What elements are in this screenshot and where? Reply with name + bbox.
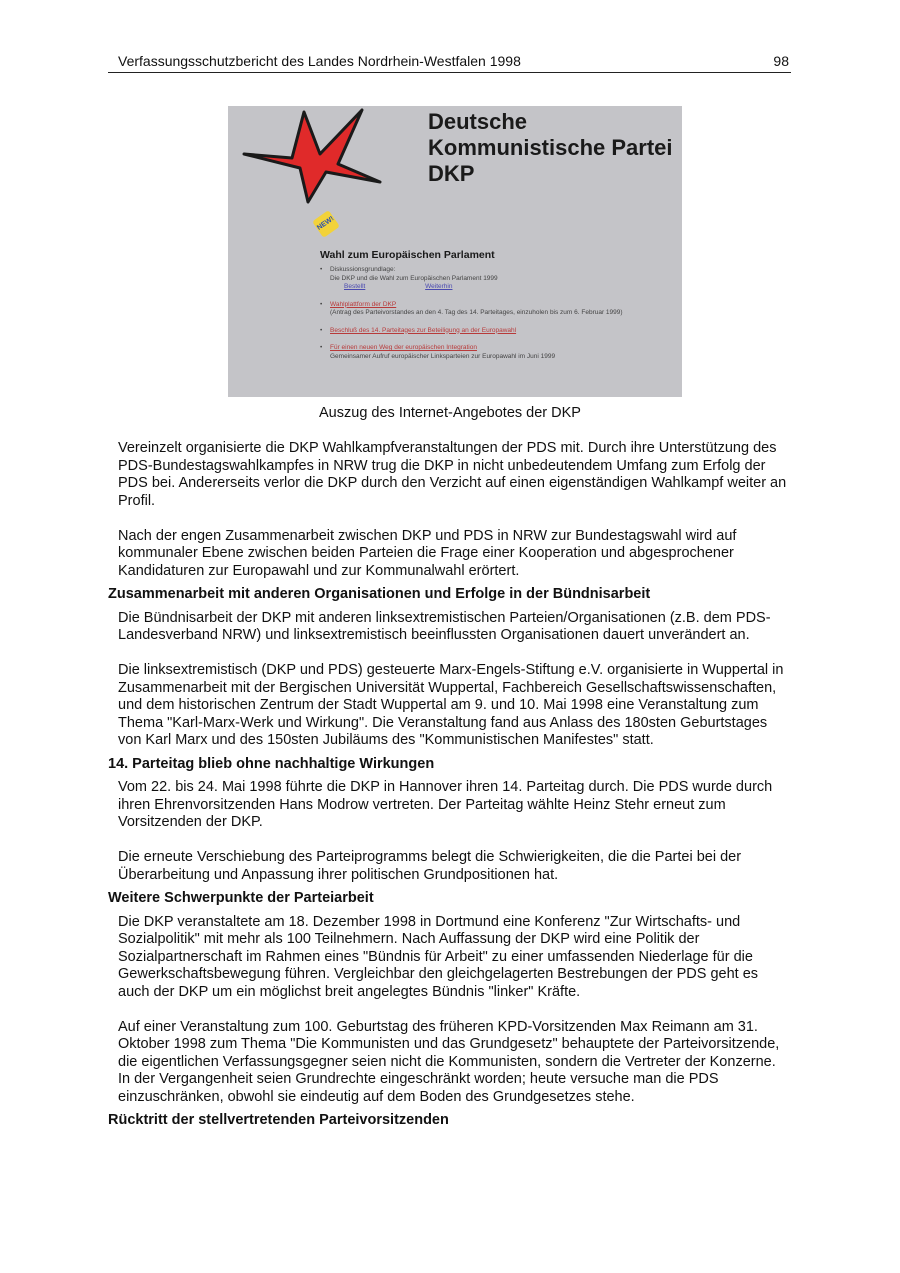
- body-text: [108, 440, 788, 1136]
- item-link[interactable]: • Beschluß des 14. Parteitages zur Beteiligung an der Europawahl: [330, 326, 517, 334]
- figure-caption: Auszug des Internet-Angebotes der DKP: [319, 405, 581, 421]
- paragraph: Die DKP veranstaltete am 18. Dezember 1998 in Dortmund eine Konferenz "Zur Wirtschafts- und Sozialpolitik" mit mehr als 100 Teilnehmern. Nach Auffassung der DKP wird eine Politik der Sozialpartnerschaft im Rahmen eines "Bündnis für Arbeit" zu einer umfassenden Niederlage für die Gewerkschaftsbewegung führen. Vergleichbar den gleichgelagerten Bestrebungen der PDS geht es auch der DKP um ein möglichst breit angelegtes Bündnis "linker" Kräfte.: [118, 913, 759, 1000]
- paragraph: Vereinzelt organisierte die DKP Wahlkampfveranstaltungen der PDS mit. Durch ihre Unterstützung des PDS-Bundestagswahlkampfes in NRW trug die DKP in nicht unbedeutendem Umfang zum Erfolg der PDS bei. Andererseits verlor die DKP durch den Verzicht auf einen eigenständigen Wahlkampf weiter an Profil.: [118, 440, 787, 509]
- list-item: [320, 344, 670, 361]
- list-item: [320, 266, 670, 292]
- item-link[interactable]: Weiterhin: [425, 283, 453, 290]
- item-link[interactable]: • Für einen neuen Weg der europäischen Integration: [330, 344, 477, 351]
- header-title: Verfassungsschutzbericht des Landes Nordrhein-Westfalen 1998: [118, 53, 521, 69]
- paragraph: Auf einer Veranstaltung zum 100. Geburtstag des früheren KPD-Vorsitzenden Max Reimann am 31. Oktober 1998 zum Thema "Die Kommunisten und das Grundgesetz" behauptete der Parteivorsitzende, die eigentlichen Verfassungsgegner seien nicht die Kommunisten, sondern die Vertreter der Konzerne. In der Vergangenheit seien Grundrechte eingeschränkt worden; heute versuche man die PDS einzuschränken, obwohl sie eindeutig auf dem Boden des Grundgesetzes stehe.: [118, 1018, 780, 1105]
- party-name-line2: Kommunistische Partei: [428, 135, 673, 160]
- item-text: • Diskussionsgrundlage:: [330, 266, 396, 273]
- item-link[interactable]: Bestellt: [344, 283, 366, 290]
- item-text: Die DKP und die Wahl zum Europäischen Parlament 1999: [330, 274, 498, 282]
- red-star-icon: [230, 106, 430, 206]
- section-heading: Rücktritt der stellvertretenden Parteivorsitzenden: [108, 1112, 449, 1128]
- item-note: Gemeinsamer Aufruf europäischer Linksparteien zur Europawahl im Juni 1999: [330, 352, 556, 360]
- running-header: [108, 52, 791, 73]
- list-item: [320, 327, 670, 336]
- paragraph: Die erneute Verschiebung des Parteiprogramms belegt die Schwierigkeiten, die die Partei bei der Überarbeitung und Anpassung ihrer politischen Grundpositionen hat.: [118, 849, 742, 883]
- list-item: [320, 301, 670, 318]
- item-link[interactable]: • Wahlplattform der DKP: [330, 300, 397, 308]
- section-heading: 14. Parteitag blieb ohne nachhaltige Wirkungen: [108, 755, 435, 772]
- paragraph: Nach der engen Zusammenarbeit zwischen DKP und PDS in NRW zur Bundestagswahl wird auf kommunaler Ebene zwischen beiden Parteien die Frage einer Kooperation und abgesprochener Kandidaturen zur Europawahl und zur Kommunalwahl erörtert.: [118, 527, 737, 579]
- page-number: 98: [773, 53, 789, 69]
- paragraph: Die Bündnisarbeit der DKP mit anderen linksextremistischen Parteien/Organisationen (z.B. dem PDS-Landesverband NRW) und linksextremistisch beeinflussten Organisationen dauert unverändert an.: [118, 609, 771, 643]
- party-name-line1: Deutsche: [428, 109, 528, 134]
- item-note: (Antrag des Parteivorstandes an den 4. Tag des 14. Parteitages, einzuholen bis zum 6. Februar 1999): [330, 309, 623, 316]
- dkp-website-screenshot: [228, 106, 682, 397]
- figure-list: [320, 266, 670, 370]
- paragraph: Vom 22. bis 24. Mai 1998 führte die DKP in Hannover ihren 14. Parteitag durch. Die PDS wurde durch ihren Ehrenvorsitzenden Hans Modrow vertreten. Der Parteitag wählte Heinz Stehr erneut zum Vorsitzenden der DKP.: [118, 779, 773, 830]
- new-badge-icon: NEW!: [312, 210, 340, 238]
- section-heading: Weitere Schwerpunkte der Parteiarbeit: [108, 890, 374, 906]
- figure-heading: Wahl zum Europäischen Parlament: [320, 249, 495, 261]
- section-heading: Zusammenarbeit mit anderen Organisationen und Erfolge in der Bündnisarbeit: [108, 586, 651, 602]
- paragraph: Die linksextremistisch (DKP und PDS) gesteuerte Marx-Engels-Stiftung e.V. organisierte in Wuppertal in Zusammenarbeit mit der Bergischen Universität Wuppertal, Fachbereich Gesellschaftswissenschaften, und dem historischen Zentrum der Stadt Wuppertal am 9. und 10. Mai 1998 eine Veranstaltung zum Thema "Karl-Marx-Werk und Wirkung". Die Veranstaltung fand aus Anlass des 180sten Geburtstages von Karl Marx und des 150sten Jubiläums des "Kommunistischen Manifestes" statt.: [118, 662, 784, 748]
- party-name-line3: DKP: [428, 161, 475, 186]
- party-name: [428, 109, 673, 187]
